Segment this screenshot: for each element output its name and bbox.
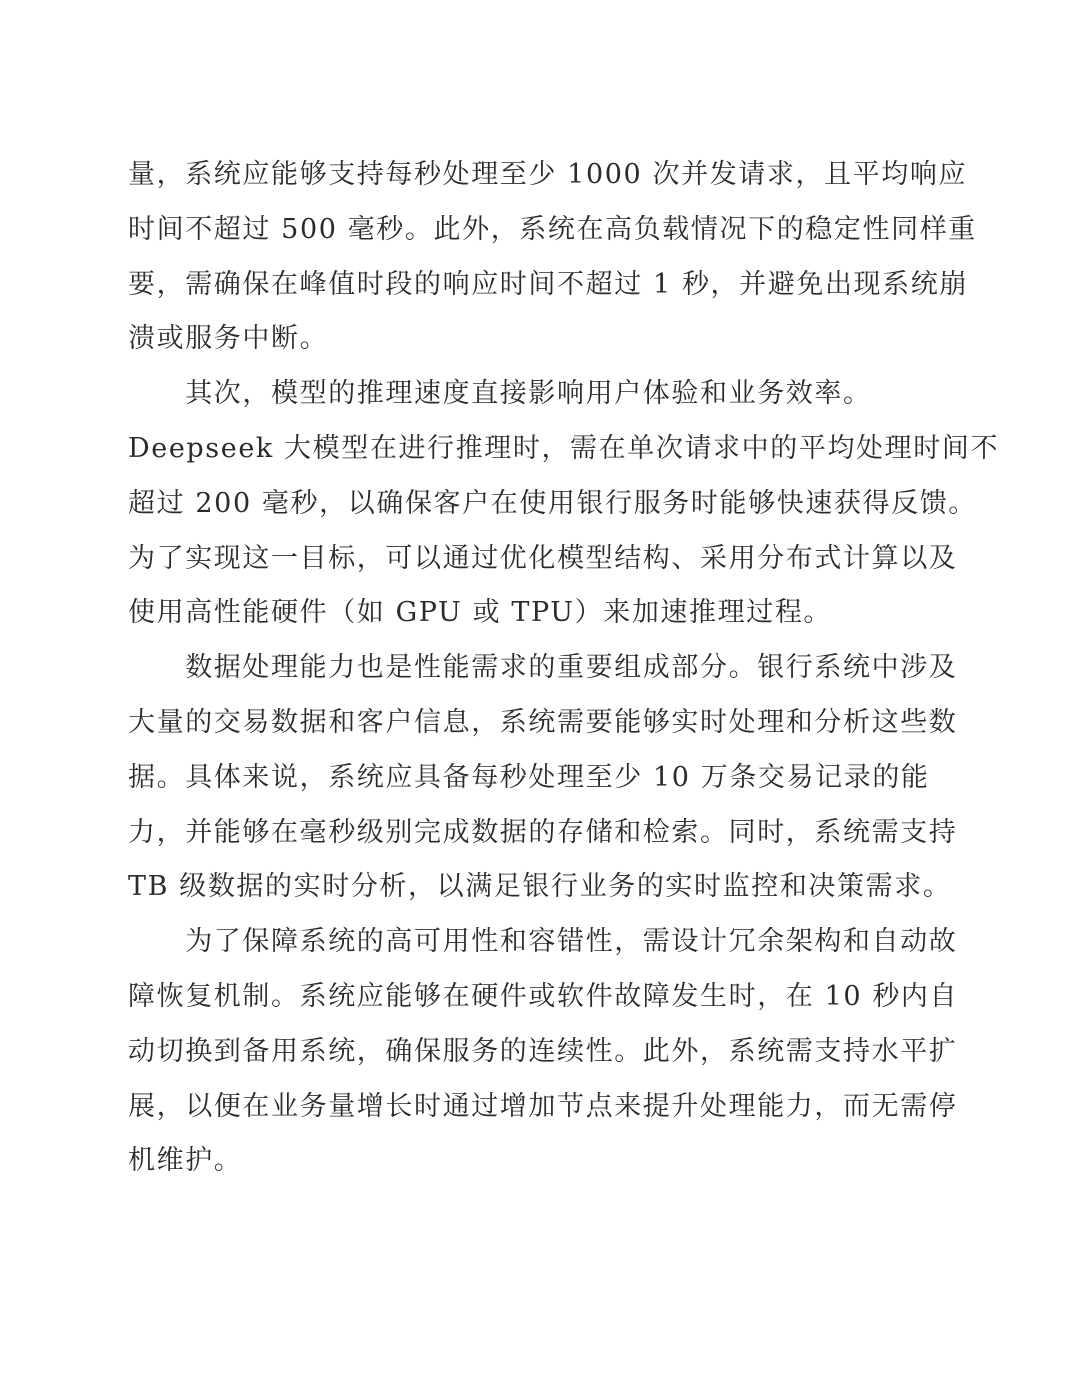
text-line: 时间不超过 500 毫秒。此外，系统在高负载情况下的稳定性同样重	[128, 213, 977, 245]
text-line: 力，并能够在毫秒级别完成数据的存储和检索。同时，系统需支持	[128, 816, 958, 848]
text-line: 动切换到备用系统，确保服务的连续性。此外，系统需支持水平扩	[128, 1035, 958, 1067]
text-line: 要，需确保在峰值时段的响应时间不超过 1 秒，并避免出现系统崩	[128, 268, 968, 300]
text-line: 展，以便在业务量增长时通过增加节点来提升处理能力，而无需停	[128, 1090, 958, 1122]
text-line: 超过 200 毫秒，以确保客户在使用银行服务时能够快速获得反馈。	[128, 487, 977, 519]
text-line: 机维护。	[128, 1145, 243, 1177]
text-line: 为了实现这一目标，可以通过优化模型结构、采用分布式计算以及	[128, 542, 958, 574]
text-line: 大量的交易数据和客户信息，系统需要能够实时处理和分析这些数	[128, 706, 958, 738]
text-line: 量，系统应能够支持每秒处理至少 1000 次并发请求，且平均响应	[128, 159, 968, 190]
text-line: 障恢复机制。系统应能够在硬件或软件故障发生时，在 10 秒内自	[128, 980, 959, 1012]
text-line: TB 级数据的实时分析，以满足银行业务的实时监控和决策需求。	[128, 871, 952, 903]
text-line: 据。具体来说，系统应具备每秒处理至少 10 万条交易记录的能	[128, 761, 930, 793]
text-line: 使用高性能硬件（如 GPU 或 TPU）来加速推理过程。	[128, 597, 833, 629]
text-line: 为了保障系统的高可用性和容错性，需设计冗余架构和自动故	[128, 926, 958, 958]
text-line: 数据处理能力也是性能需求的重要组成部分。银行系统中涉及	[128, 652, 958, 684]
body-text	[128, 148, 1000, 1189]
text-line: Deepseek 大模型在进行推理时，需在单次请求中的平均处理时间不	[128, 432, 1000, 464]
text-line: 其次，模型的推理速度直接影响用户体验和业务效率。	[128, 378, 872, 410]
text-line: 溃或服务中断。	[128, 323, 329, 355]
